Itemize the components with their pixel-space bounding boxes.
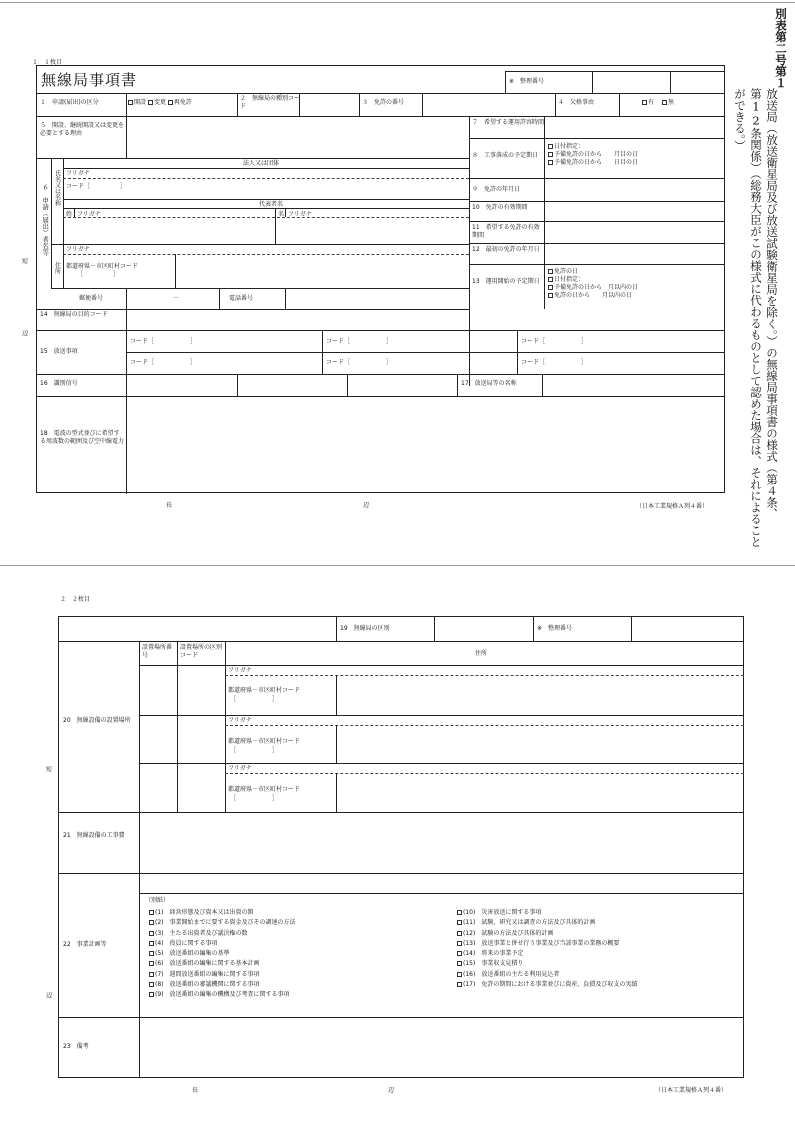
furigana-mei: フリガナ	[288, 211, 312, 218]
code-15d: コード［ ］	[130, 359, 197, 366]
checkbox[interactable]	[148, 100, 153, 105]
furigana-2: フリガナ	[66, 246, 90, 253]
code-15a: コード［ ］	[130, 338, 197, 345]
field2-label: ２ 無線局の種別コード	[240, 95, 301, 110]
code-1: コード［ ］	[66, 183, 127, 190]
field4-label: ４ 欠格事由	[558, 99, 595, 106]
field20-label: 20 無線設備の設置場所	[63, 717, 131, 724]
bracket-p2: ［ ］	[230, 747, 279, 754]
code-15b: コード［ ］	[326, 338, 393, 345]
page2-hen: 辺	[388, 1087, 395, 1094]
seiri-label: ※ 整理番号	[509, 78, 545, 85]
p2-seiri-label: ※ 整理番号	[537, 625, 573, 632]
page1-hen: 辺	[363, 502, 370, 509]
page1-label: １ １枚目	[32, 59, 63, 66]
side-note: 放送局（放送衛星局及び放送試験衛星局を除く。）の無線局事項書の様式（第４条、 第12条関係）（総務大臣がこの様式に代わるものとして認めた場合は、それによること ができる。）	[733, 88, 779, 548]
hojin-label: 法人又は団体	[243, 160, 280, 167]
field7-label: ７ 希望する運用許容時間	[472, 119, 545, 126]
furigana-sei: フリガナ	[77, 211, 101, 218]
field1-label: １ 申請(届出)の区分	[40, 99, 99, 106]
page2-form	[58, 616, 744, 1078]
checkbox[interactable]	[662, 100, 667, 105]
page2-std: （日本工業規格Ａ列４番）	[655, 1087, 728, 1094]
side-header: 別表第二号第１	[774, 8, 788, 89]
plan-items-left: (1) 経営形態及び資本又は出資の額 (2) 事業開始までに要する資金及びその調達の方法 (3) 主たる出資者及び議決権の数 (4) 役員に関する事項 (5) 放送番組の編集の基準 (6) 放送番組の編集に関する基本計画 (7) 週間放送番組の編集に関する事項 (8) 放送番組の審議機関に関する事項 (9) 放送番組の編集の機構及び考査に関する事項	[149, 908, 296, 1001]
checkbox[interactable]	[642, 100, 647, 105]
mei-label: 名	[278, 211, 285, 218]
page2-naga: 長	[192, 1087, 199, 1094]
field4-options: 有 無	[642, 99, 674, 107]
field8-options: 日付指定： 予備免許の日から 月目の日 予備免許の日から 日目の日	[548, 143, 638, 167]
bracket-p3: ［ ］	[230, 795, 279, 802]
field15-label: 15 放送事項	[40, 348, 78, 355]
checkbox[interactable]	[168, 100, 173, 105]
yubin-dash: －	[173, 295, 180, 302]
page1-naga: 長	[166, 502, 173, 509]
field1-options: 開設 変更 再免許	[128, 99, 192, 107]
field11-label: 11 希望する免許の有効期間	[472, 224, 540, 239]
field22-label: 22 事業計画等	[63, 941, 107, 948]
bessi-label: （別紙）	[145, 897, 170, 904]
jusho-label: 住所	[53, 262, 61, 274]
field21-label: 21 無線設備の工事費	[63, 832, 125, 839]
shimei-label: 氏名又は名称	[53, 170, 61, 206]
field9-label: ９ 免許の年月日	[472, 186, 521, 193]
page1-margin-hen: 辺	[20, 330, 28, 336]
field16-label: 16 識別信号	[40, 380, 78, 387]
field3-label: ３ 免許の番号	[362, 99, 405, 106]
bracket-p1: ［ ］	[230, 696, 279, 703]
sei-label: 姓	[66, 211, 73, 218]
code-15e: コード［ ］	[326, 359, 393, 366]
plan-items-right: (10) 災害放送に関する事項 (11) 試験、研究又は調査の方法及び具体的計画 (12) 試験の方法及び具体的計画 (13) 放送事業と併せ行う事業及び当該事業の業務の概要 (14) 将来の事業予定 (15) 事業収支見積り (16) 放送番組の主たる利用見込者 (17) 免許の期間における事業並びに資産、負債及び収支の実績	[457, 908, 637, 990]
page1-std: （日本工業規格Ａ列４番）	[636, 503, 709, 510]
page1-margin-tan: 短	[20, 258, 28, 264]
field12-label: 12 最初の免許の年月日	[472, 246, 540, 253]
checkbox[interactable]	[128, 100, 133, 105]
field14-label: 14 無線局の目的コード	[40, 311, 108, 318]
pref-code-1: 都道府県－市区町村コード	[66, 263, 139, 270]
field18-label: 18 電波の型式並びに希望する周波数の範囲及び空中線電力	[40, 430, 125, 445]
code-15f: コード［ ］	[521, 359, 588, 366]
furigana-1: フリガナ	[66, 170, 90, 177]
pref-p1: 都道府県－市区町村コード	[228, 687, 301, 694]
field17-label: 17 放送局等の名称	[461, 380, 517, 387]
pref-p2: 都道府県－市区町村コード	[228, 738, 301, 745]
col-setti-kubetsu: 設置場所の区別コード	[180, 644, 223, 659]
col-jusho: 住所	[475, 650, 488, 657]
furigana-p1: フリガナ	[228, 667, 252, 674]
page-separator	[0, 565, 795, 566]
yubin-label: 郵便番号	[79, 295, 104, 302]
col-setti-bango: 設置場所番号	[142, 644, 173, 659]
code-15c: コード［ ］	[521, 338, 588, 345]
page2-label: ２ ２枚目	[60, 596, 91, 603]
page1-form	[36, 65, 725, 493]
denwa-label: 電話番号	[229, 295, 254, 302]
top-rule	[0, 2, 795, 3]
page1-title: 無線局事項書	[41, 71, 138, 89]
page2-margin-tan: 短	[44, 766, 52, 772]
field10-label: 10 免許の有効期間	[472, 204, 528, 211]
field5-label: ５ 開設、継続開設又は変更を必要とする理由	[40, 122, 125, 137]
field23-label: 23 備考	[63, 1043, 89, 1050]
field13-options: 免許の日 日付指定： 予備免許の日から 月以内の日 免許の日から 月以内の日	[548, 268, 638, 300]
furigana-p3: フリガナ	[228, 765, 252, 772]
pref-p3: 都道府県－市区町村コード	[228, 786, 301, 793]
page2-margin-hen: 辺	[44, 992, 52, 998]
field19-label: 19 無線局の区別	[340, 625, 390, 632]
furigana-p2: フリガナ	[228, 717, 252, 724]
field6-label: ６ 申請（届出）者名等	[41, 184, 50, 256]
pref-bracket-1: ［ ］	[77, 271, 120, 278]
field13-label: 13 運用開始の予定期日	[472, 278, 540, 285]
daihyo-label: 代表者名	[259, 201, 284, 208]
field8-label: ８ 工事落成の予定期日	[472, 152, 539, 159]
